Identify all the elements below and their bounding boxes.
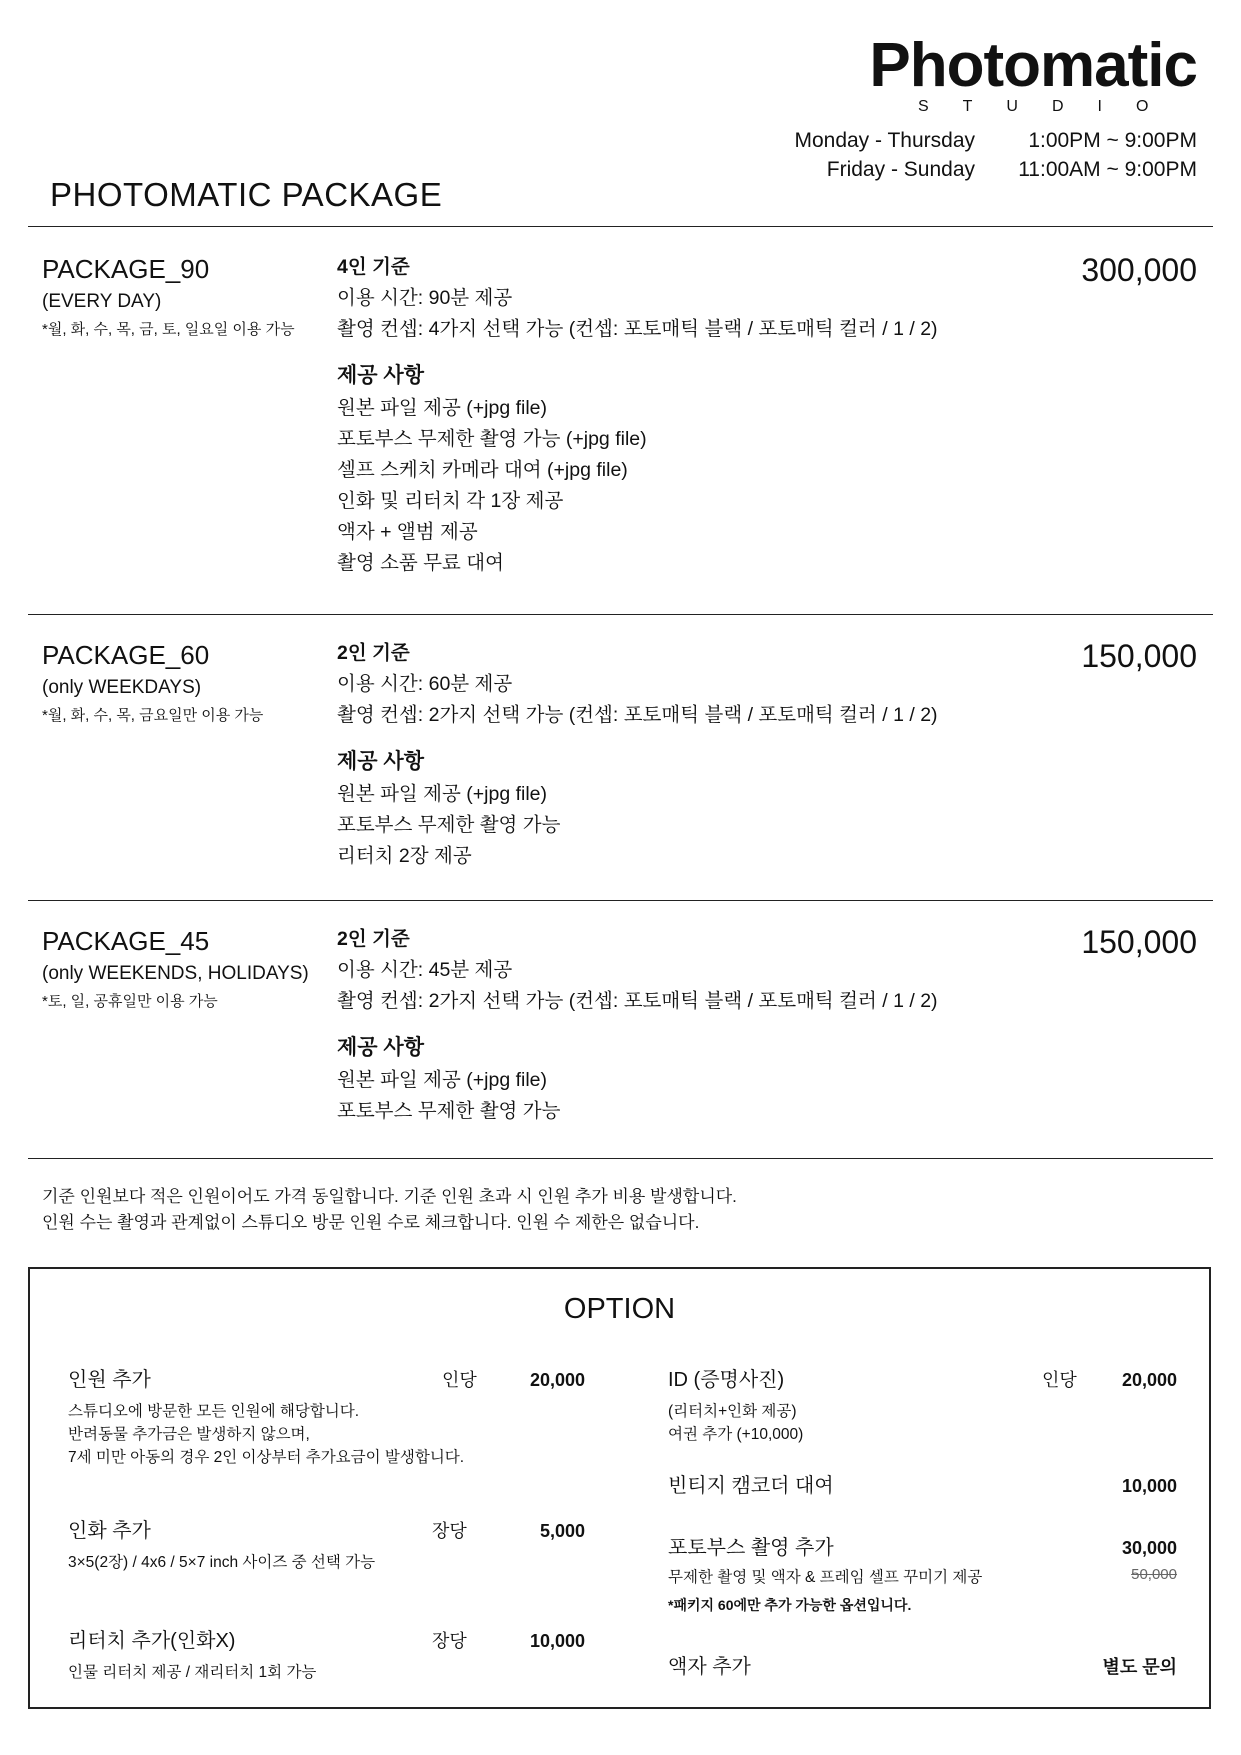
hours-time: 1:00PM ~ 9:00PM — [1028, 129, 1197, 152]
option-name: 빈티지 캠코더 대여 — [668, 1475, 834, 1497]
package-note: *토, 일, 공휴일만 이용 가능 — [42, 993, 218, 1010]
package-concept: 촬영 컨셉: 2가지 선택 가능 (컨셉: 포토매틱 블랙 / 포토매틱 컬러 / 1 / 2) — [337, 704, 938, 726]
package-item: 포토부스 무제한 촬영 가능 — [337, 1100, 561, 1122]
option-old-price: 50,000 — [1131, 1566, 1177, 1583]
page-title: PHOTOMATIC PACKAGE — [50, 176, 443, 213]
option-desc: 7세 미만 아동의 경우 2인 이상부터 추가요금이 발생합니다. — [68, 1449, 465, 1466]
notice-line: 인원 수는 촬영과 관계없이 스튜디오 방문 인원 수로 체크합니다. 인원 수 제한은 없습니다. — [42, 1213, 700, 1232]
package-price: 300,000 — [1081, 252, 1197, 288]
option-box — [28, 1267, 1211, 1709]
package-section-title: 제공 사항 — [337, 750, 424, 773]
option-price: 5,000 — [539, 1521, 585, 1541]
package-item: 액자 + 앨범 제공 — [337, 521, 478, 543]
hours-row — [794, 126, 1197, 155]
package-name: PACKAGE_90 — [42, 254, 210, 284]
package-note: *월, 화, 수, 목, 금요일만 이용 가능 — [42, 707, 264, 724]
package-availability: (EVERY DAY) — [42, 291, 162, 312]
package-base: 2인 기준 — [337, 928, 410, 950]
option-desc: 여권 추가 (+10,000) — [668, 1426, 804, 1443]
option-note: *패키지 60에만 추가 가능한 옵션입니다. — [668, 1597, 912, 1613]
package-item: 리터치 2장 제공 — [337, 845, 472, 867]
option-desc: 반려동물 추가금은 발생하지 않으며, — [68, 1426, 310, 1443]
package-concept: 촬영 컨셉: 4가지 선택 가능 (컨셉: 포토매틱 블랙 / 포토매틱 컬러 / 1 / 2) — [337, 318, 938, 340]
option-unit: 장당 — [432, 1521, 467, 1541]
package-time: 이용 시간: 60분 제공 — [337, 673, 513, 695]
package-details — [337, 924, 938, 1127]
package-item: 원본 파일 제공 (+jpg file) — [337, 783, 548, 805]
option-unit: 인당 — [1042, 1370, 1077, 1390]
option-desc: (리터치+인화 제공) — [668, 1403, 797, 1420]
hours-time: 11:00AM ~ 9:00PM — [1018, 158, 1197, 181]
pricing-notice — [42, 1184, 737, 1236]
package-base: 4인 기준 — [337, 256, 410, 278]
option-desc: 스튜디오에 방문한 모든 인원에 해당합니다. — [68, 1403, 360, 1420]
package-base: 2인 기준 — [337, 642, 410, 664]
divider — [28, 614, 1213, 615]
option-name: 인화 추가 — [68, 1520, 151, 1542]
package-item: 포토부스 무제한 촬영 가능 (+jpg file) — [337, 428, 647, 450]
option-name: 리터치 추가(인화X) — [68, 1630, 236, 1652]
option-name: ID (증명사진) — [668, 1369, 785, 1391]
package-item: 원본 파일 제공 (+jpg file) — [337, 397, 548, 419]
package-price: 150,000 — [1081, 638, 1197, 674]
package-price: 150,000 — [1081, 924, 1197, 960]
option-price: 30,000 — [1121, 1538, 1177, 1558]
option-unit: 인당 — [442, 1370, 477, 1390]
package-item: 셀프 스케치 카메라 대여 (+jpg file) — [337, 459, 628, 481]
option-name: 인원 추가 — [68, 1369, 151, 1391]
option-desc: 인물 리터치 제공 / 재리터치 1회 가능 — [68, 1664, 317, 1681]
hours-row — [794, 155, 1197, 184]
option-price: 10,000 — [529, 1631, 585, 1651]
hours-days: Friday - Sunday — [826, 158, 975, 181]
notice-line: 기준 인원보다 적은 인원이어도 가격 동일합니다. 기준 인원 초과 시 인원 추가 비용 발생합니다. — [42, 1187, 737, 1206]
option-price: 10,000 — [1121, 1476, 1177, 1496]
option-price: 20,000 — [1121, 1370, 1177, 1390]
logo-subtitle: STUDIO — [917, 98, 1183, 115]
option-name: 액자 추가 — [668, 1656, 751, 1678]
package-note: *월, 화, 수, 목, 금, 토, 일요일 이용 가능 — [42, 321, 295, 338]
option-name: 포토부스 촬영 추가 — [668, 1537, 834, 1559]
option-price: 20,000 — [529, 1370, 585, 1390]
option-desc: 무제한 촬영 및 액자 & 프레임 셀프 꾸미기 제공 — [668, 1569, 983, 1586]
option-title: OPTION — [563, 1293, 676, 1325]
package-section-title: 제공 사항 — [337, 1036, 424, 1059]
opening-hours — [794, 126, 1197, 184]
package-time: 이용 시간: 45분 제공 — [337, 959, 513, 981]
package-details — [337, 638, 938, 872]
hours-days: Monday - Thursday — [794, 129, 975, 152]
logo-wordmark: Photomatic — [869, 31, 1197, 100]
option-desc: 3×5(2장) / 4x6 / 5×7 inch 사이즈 중 선택 가능 — [68, 1554, 376, 1571]
divider — [28, 1158, 1213, 1159]
package-name: PACKAGE_45 — [42, 926, 210, 956]
package-time: 이용 시간: 90분 제공 — [337, 287, 513, 309]
package-item: 원본 파일 제공 (+jpg file) — [337, 1069, 548, 1091]
package-details — [337, 252, 938, 579]
option-price: 별도 문의 — [1102, 1657, 1177, 1677]
package-item: 촬영 소품 무료 대여 — [337, 552, 504, 574]
package-section-title: 제공 사항 — [337, 364, 424, 387]
package-item: 포토부스 무제한 촬영 가능 — [337, 814, 561, 836]
package-availability: (only WEEKENDS, HOLIDAYS) — [42, 963, 309, 984]
option-unit: 장당 — [432, 1631, 467, 1651]
package-name: PACKAGE_60 — [42, 640, 210, 670]
divider — [28, 226, 1213, 227]
package-concept: 촬영 컨셉: 2가지 선택 가능 (컨셉: 포토매틱 블랙 / 포토매틱 컬러 / 1 / 2) — [337, 990, 938, 1012]
divider — [28, 900, 1213, 901]
studio-logo — [869, 31, 1197, 116]
package-item: 인화 및 리터치 각 1장 제공 — [337, 490, 564, 512]
package-availability: (only WEEKDAYS) — [42, 677, 202, 698]
